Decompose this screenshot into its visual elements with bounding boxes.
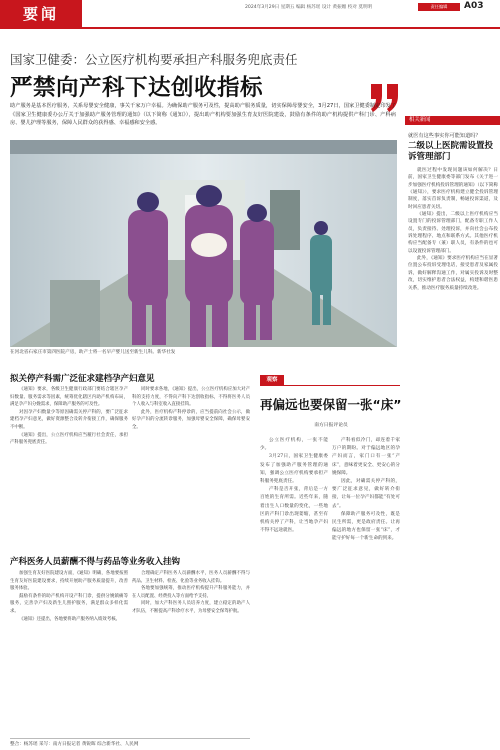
sidebar-paragraph: 此外，《通知》要求医疗机构应当在显著位置公布投诉受理电话，接受患者及家属投诉，做好解释沟通工作，对属实投诉及时整改，切实维护患者合法权益，构建和谐医患关系，推动医疗服务质量持续改进。 (408, 256, 498, 291)
header-rule (0, 27, 500, 29)
body-column-b (132, 386, 250, 432)
credits-line: 整合：杨苏瑶 采写：南方日报记者 黄锐晖 综合新华社、人民网 (10, 738, 250, 747)
body-paragraph: 各地要加强统筹，推动医疗机构提升产科服务能力，并在人员配置、经费投入等方面给予支持。 (132, 586, 250, 599)
body-paragraph: 同时，加大产科医务人员培养力度，建立稳定的助产人才队伍，不断提高产科诊疗水平，为母婴安全保驾护航。 (132, 601, 250, 614)
commentary-paragraph: 产科是否开张，背后是一方百姓的生育所需。近些年来，随着出生人口数量的变化，一些地区的产科门诊出现萎缩，甚至有机构关停了产科，让当地孕产妇不得不远途就医。 (260, 487, 328, 534)
body-paragraph: 《通知》提出，公立医疗机构应当履行社会责任，承担产科服务兜底责任。 (10, 432, 128, 446)
article-lead: 助产服务是基本医疗服务，关系母婴安全健康，事关千家万户幸福。为确保助产服务可及性，提高助产服务质量，切实保障母婴安全，3月27日，国家卫健委制定印发了《国家卫生健康委办公厅关于加强助产服务管理的通知》（以下简称《通知》），提出助产机构要加强生育友好医院建设，鼓励有条件的助产机构提供产科门诊、产科病房、婴儿护理等服务，保障人民群众的获得感、幸福感和安全感。 (10, 103, 396, 127)
commentary-tag: 观察 (260, 375, 284, 385)
article-headline: 严禁向产科下达创收指标 (10, 75, 264, 101)
body-paragraph: 鼓励有条件的助产机构开设产科门诊，提供分娩镇痛等服务，完善孕产妇及新生儿照护服务，满足群众多样化需求。 (10, 593, 128, 614)
body-paragraph: 同时要求各地，《通知》提出，公立医疗机构应加大对产科的支持力度，不得向产科下达创收指标，不得将医务人员个人收入与科室收入直接挂钩。 (132, 387, 250, 408)
related-news-header: 相关新闻 (405, 116, 500, 125)
commentary-title: 再偏远也要保留一张“床” (260, 397, 402, 412)
commentary-paragraph: 产科看似冷门，却连着千家万户的期盼。对于偏远地区的孕产妇而言，家门口有一张“产床”，意味着更安全、更安心的分娩保障。 (332, 438, 400, 476)
article-kicker: 国家卫健委：公立医疗机构要承担产科服务兜底责任 (10, 52, 298, 67)
body-paragraph: 加强生育友好医院建设方面，《通知》明确，各地要按照生育友好医院建设要求，持续开展助产服务质量提升，改善服务体验。 (10, 571, 128, 592)
commentary-paragraph: 公立医疗机构，一张不能少。 (260, 438, 328, 452)
commentary-paragraph: 保障助产服务可及性，既是民生所需，更是政府责任。让再偏远的地方也保留一张“床”，才能守护好每一个新生命的到来。 (332, 511, 400, 542)
body-column-d (132, 570, 250, 616)
commentary-paragraph: 因此，对确需关停产科的，要广泛征求意见，做好转介衔接，让每一位孕产妇都能“有处可去”。 (332, 479, 400, 509)
body-paragraph: 《通知》还提出，各地要将助产服务纳入绩效考核。 (19, 616, 120, 622)
dateline: 2024年3月29日 星期五 编辑 杨苏瑶 设计 黄振媚 校对 莫明明 (245, 5, 373, 10)
sidebar-paragraph: 《通知》提出，二级以上医疗机构应当设置专门的投诉管理部门，配备专职工作人员，负责接待、处理投诉，并向社会公布投诉处理程序、地点和联系方式。其他医疗机构应当配备专（兼）职人员，有条件的也可以设置投诉管理部门。 (408, 212, 498, 254)
commentary-column-e (260, 437, 328, 535)
sidebar-paragraph: 就医过程中发现问题该如何解决？日前，国家卫生健康委等部门发布《关于进一步加强医疗机构投诉管理的通知》（以下简称《通知》），要求医疗机构建立健全投诉管理制度，落实首诉负责制，畅通投诉渠道，及时回应患者关切。 (408, 168, 498, 210)
editor-badge: 责任编辑 (418, 3, 460, 11)
commentary-paragraph: 3月27日，国家卫生健康委发布了加强助产服务管理的通知，强调公立医疗机构要承担产科服务兜底责任。 (260, 454, 328, 485)
commentary-byline: 南方日报评论员 (314, 423, 348, 428)
photo-caption: 在河北省石家庄市第四医院产房，助产士将一名早产婴儿送至新生儿科。新华社发 (10, 350, 176, 355)
body-paragraph: 《通知》要求，各级卫生健康行政部门要结合辖区孕产妇数量、服务需求等因素，统筹优化辖区内助产机构布局，满足孕产妇分娩需求，保障助产服务的可及性。 (10, 387, 128, 408)
section-tag: 要闻 (0, 0, 82, 27)
body-column-c (10, 570, 128, 623)
body-paragraph: 对因孕产妇数量少等原因确需关停产科的，要广泛征求建档孕产妇意见，做好资源整合及转介衔接工作，确保服务不中断。 (10, 409, 128, 430)
commentary-column-f (332, 437, 400, 544)
body-column-a (10, 386, 128, 447)
commentary-rule (260, 385, 400, 386)
news-photo (10, 140, 397, 347)
sidebar-kicker: 就医有这些事实你可能知道吗？ (408, 133, 481, 139)
subheading-1: 拟关停产科需广泛征求建档孕产妇意见 (10, 374, 155, 384)
sidebar-title: 二级以上医院需设置投诉管理部门 (408, 141, 494, 162)
hospital-corridor-image (10, 140, 397, 347)
sidebar-body (408, 167, 498, 292)
body-paragraph: 合理确定产科医务人员薪酬水平，医务人员薪酬不得与药品、卫生材料、检查、化验等业务收入挂钩。 (132, 571, 250, 584)
subheading-2: 产科医务人员薪酬不得与药品等业务收入挂钩 (10, 557, 181, 567)
page-number: A03 (464, 1, 484, 11)
body-paragraph: 此外，医疗机构产科停诊的，应当提前向社会公示，做好孕产妇的分流转诊服务，加强母婴安全保障，确保母婴安全。 (132, 409, 250, 430)
